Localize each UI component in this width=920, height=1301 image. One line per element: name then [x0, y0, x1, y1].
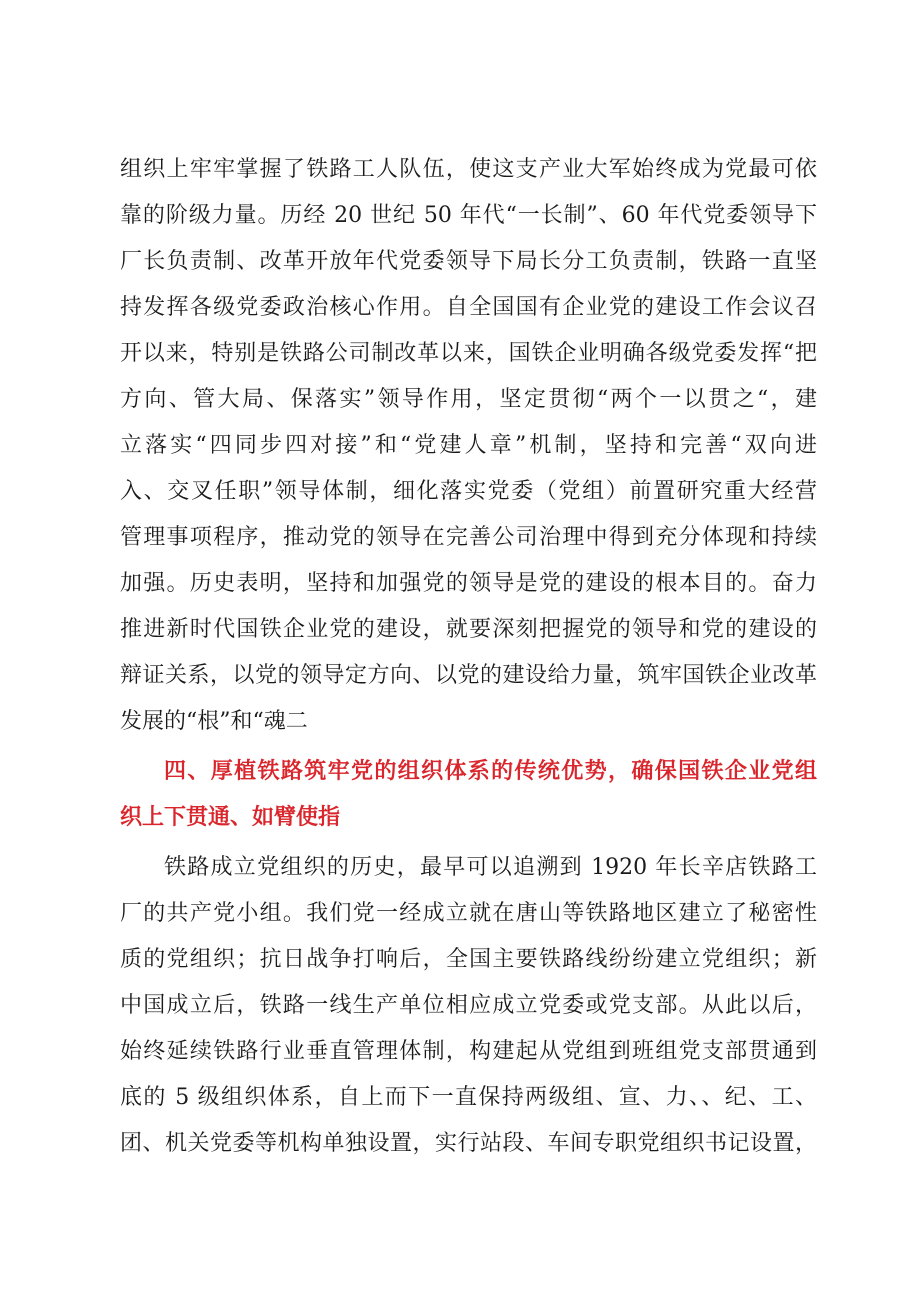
paragraph-2-line: 铁路成立党组织的历史，最早可以追溯到 1920 年长辛店铁路工 [164, 855, 817, 880]
paragraph-1-line: 开以来，特别是铁路公司制改革以来，国铁企业明确各级党委发挥“把 [120, 341, 817, 366]
paragraph-2-line: 底的 5 级组织体系，自上而下一直保持两级组、宣、力、、纪、工、 [120, 1085, 817, 1110]
paragraph-1-line: 管理事项程序，推动党的领导在完善公司治理中得到充分体现和持续 [120, 525, 817, 550]
paragraph-1-line: 组织上牢牢掌握了铁路工人队伍，使这支产业大军始终成为党最可依 [120, 157, 817, 182]
paragraph-1-line: 方向、管大局、保落实”领导作用，坚定贯彻“两个一以贯之“，建 [120, 387, 817, 412]
section-heading-line: 四、厚植铁路筑牢党的组织体系的传统优势，确保国铁企业党组 [164, 759, 817, 784]
paragraph-1-line: 厂长负责制、改革开放年代党委领导下局长分工负责制，铁路一直坚 [120, 249, 817, 274]
paragraph-2-line: 中国成立后，铁路一线生产单位相应成立党委或党支部。从此以后， [120, 993, 817, 1018]
paragraph-1-line: 立落实“四同步四对接”和“党建人章”机制，坚持和完善“双向进 [120, 433, 817, 458]
paragraph-2-line: 团、机关党委等机构单独设置，实行站段、车间专职党组织书记设置， [120, 1131, 817, 1156]
paragraph-2-line: 厂的共产党小组。我们党一经成立就在唐山等铁路地区建立了秘密性 [120, 901, 817, 926]
paragraph-1-line: 入、交叉任职”领导体制，细化落实党委（党组）前置研究重大经营 [120, 479, 817, 504]
paragraph-1-line: 辩证关系，以党的领导定方向、以党的建设给力量，筑牢国铁企业改革 [120, 663, 817, 688]
paragraph-1-line: 加强。历史表明，坚持和加强党的领导是党的建设的根本目的。奋力 [120, 571, 817, 596]
paragraph-1-line: 发展的“根”和“魂二 [120, 709, 308, 734]
section-heading-line: 织上下贯通、如臂使指 [120, 805, 341, 830]
paragraph-2-line: 质的党组织；抗日战争打响后，全国主要铁路线纷纷建立党组织；新 [120, 947, 817, 972]
paragraph-1-line: 推进新时代国铁企业党的建设，就要深刻把握党的领导和党的建设的 [120, 617, 817, 642]
paragraph-1-line: 靠的阶级力量。历经 20 世纪 50 年代“一长制”、60 年代党委领导下 [120, 203, 817, 228]
paragraph-2-line: 始终延续铁路行业垂直管理体制，构建起从党组到班组党支部贯通到 [120, 1039, 817, 1064]
paragraph-1-line: 持发挥各级党委政治核心作用。自全国国有企业党的建设工作会议召 [120, 295, 817, 320]
